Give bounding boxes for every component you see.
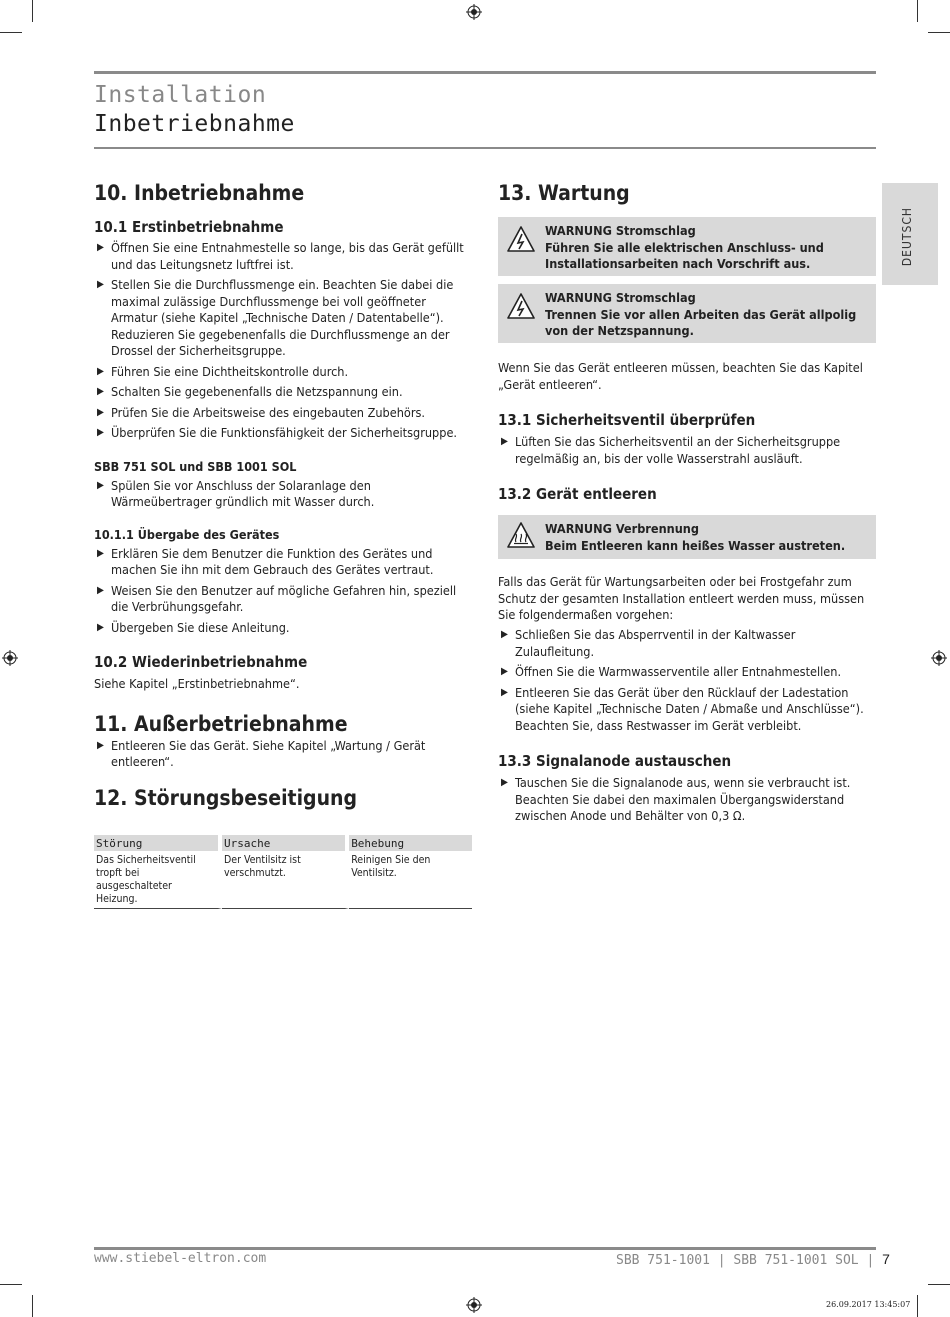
warning-box xyxy=(498,284,876,343)
paragraph-13-intro: Wenn Sie das Gerät entleeren müssen, beachten Sie das Kapitel „Gerät entleeren“. xyxy=(498,360,863,392)
warning-box xyxy=(498,515,876,559)
header-title: Inbetriebnahme xyxy=(94,111,295,137)
list-item: ▶ Prüfen Sie die Arbeitsweise des eingebauten Zubehörs. xyxy=(97,404,425,420)
bullet-arrow-icon: ▶ xyxy=(97,739,104,751)
troubleshooting-table xyxy=(94,835,472,909)
print-timestamp: 26.09.2017 13:45:07 xyxy=(826,1300,911,1309)
section-title-12: 12. Störungsbeseitigung xyxy=(94,785,358,810)
list-13-1 xyxy=(498,434,876,471)
section-title-13: 13. Wartung xyxy=(498,181,630,205)
bullet-arrow-icon: ▶ xyxy=(97,479,104,491)
bullet-arrow-icon: ▶ xyxy=(97,547,104,559)
list-10-1-1 xyxy=(94,546,474,637)
bullet-arrow-icon: ▶ xyxy=(501,686,508,698)
crop-mark xyxy=(32,1295,33,1317)
section-title-10: 10. Inbetriebnahme xyxy=(94,181,305,205)
list-item: ▶ Öffnen Sie die Warmwasserventile aller Entnahmestellen. xyxy=(501,664,842,679)
footer-models: SBB 751-1001 | SBB 751-1001 SOL | 7 xyxy=(616,1251,890,1268)
crop-mark xyxy=(917,0,918,22)
crop-mark xyxy=(928,32,950,33)
subheading-sbb: SBB 751 SOL und SBB 1001 SOL xyxy=(94,458,297,474)
list-item: ▶ Entleeren Sie das Gerät über den Rücklauf der Ladestation (siehe Kapitel „Technische Daten / Abmaße und Anschlüsse“). Beachten Sie, dass Restwasser im Gerät verbleibt. xyxy=(501,684,864,733)
bullet-arrow-icon: ▶ xyxy=(501,629,508,640)
section-title-10-1: 10.1 Erstinbetriebnahme xyxy=(94,218,284,236)
list-item: ▶ Schalten Sie gegebenenfalls die Netzspannung ein. xyxy=(97,384,403,399)
list-item: ▶ Schließen Sie das Absperrventil in der Kaltwasser Zulaufleitung. xyxy=(501,627,796,659)
list-10-1 xyxy=(94,240,474,442)
bullet-arrow-icon: ▶ xyxy=(97,365,104,377)
warning-title: WARNUNG Stromschlag xyxy=(545,290,696,305)
warning-title: WARNUNG Stromschlag xyxy=(545,223,696,238)
crop-mark xyxy=(928,1284,950,1285)
page-number: 7 xyxy=(882,1251,890,1267)
list-item: ▶ Öffnen Sie eine Entnahmestelle so lange, bis das Gerät gefüllt und das Leitungsnetz luftfrei ist. xyxy=(97,240,464,272)
language-tab xyxy=(882,183,938,285)
bullet-arrow-icon: ▶ xyxy=(97,242,104,253)
registration-mark-icon xyxy=(931,650,947,666)
table-cell: Das Sicherheitsventil tropft bei ausgeschalteter Heizung. xyxy=(94,851,222,909)
list-item: ▶ Lüften Sie das Sicherheitsventil an der Sicherheitsgruppe regelmäßig an, bis der volle Wasserstrahl ausläuft. xyxy=(501,434,841,466)
bullet-arrow-icon: ▶ xyxy=(97,386,104,397)
table-header-cell: Ursache xyxy=(222,835,349,851)
table-cell: Der Ventilsitz ist verschmutzt. xyxy=(222,851,349,909)
section-title-13-3: 13.3 Signalanode austauschen xyxy=(498,752,732,770)
section-title-13-2: 13.2 Gerät entleeren xyxy=(498,485,657,503)
table-row xyxy=(94,851,472,909)
list-item: ▶ Weisen Sie den Benutzer auf mögliche Gefahren hin, speziell die Verbrühungsgefahr. xyxy=(97,582,457,614)
crop-mark xyxy=(917,1295,918,1317)
section-title-11: 11. Außerbetriebnahme xyxy=(94,711,348,736)
table-header-cell: Störung xyxy=(94,835,222,851)
section-title-10-1-1: 10.1.1 Übergabe des Gerätes xyxy=(94,526,280,542)
list-item: ▶ Übergeben Sie diese Anleitung. xyxy=(97,619,290,635)
header-section: Installation xyxy=(94,82,267,108)
bullet-arrow-icon: ▶ xyxy=(97,406,104,418)
left-column xyxy=(94,181,474,810)
bullet-arrow-icon: ▶ xyxy=(501,436,508,447)
list-item: ▶ Führen Sie eine Dichtheitskontrolle durch. xyxy=(97,363,349,379)
warning-title: WARNUNG Verbrennung xyxy=(545,521,699,536)
bullet-arrow-icon: ▶ xyxy=(97,621,104,633)
language-tab-label: DEUTSCH xyxy=(900,207,914,267)
bullet-arrow-icon: ▶ xyxy=(501,666,508,677)
list-item: ▶ Erklären Sie dem Benutzer die Funktion des Gerätes und machen Sie ihn mit dem Gebrauch des Gerätes vertraut. xyxy=(97,545,434,577)
header-rule-bottom xyxy=(94,147,876,149)
list-item: ▶ Tauschen Sie die Signalanode aus, wenn sie verbraucht ist. Beachten Sie dabei den maximalen Übergangswiderstand zwischen Anode und Behälter von 0,3 Ω. xyxy=(501,775,851,823)
hot-surface-warning-icon xyxy=(506,521,536,549)
bullet-arrow-icon: ▶ xyxy=(501,777,508,788)
crop-mark xyxy=(0,32,22,33)
bullet-arrow-icon: ▶ xyxy=(97,279,104,290)
bullet-arrow-icon: ▶ xyxy=(97,427,104,438)
list-13-2 xyxy=(498,627,878,738)
warning-text: Trennen Sie vor allen Arbeiten das Gerät allpolig von der Netzspannung. xyxy=(545,306,857,338)
crop-mark xyxy=(0,1284,22,1285)
list-sbb xyxy=(94,478,474,511)
list-13-3 xyxy=(498,775,878,829)
warning-text: Beim Entleeren kann heißes Wasser austreten. xyxy=(545,537,846,553)
bullet-arrow-icon: ▶ xyxy=(97,584,104,596)
warning-text: Führen Sie alle elektrischen Anschluss- und Installationsarbeiten nach Vorschrift aus. xyxy=(545,239,824,271)
registration-mark-icon xyxy=(466,4,482,20)
registration-mark-icon xyxy=(2,650,18,666)
paragraph-13-2: Falls das Gerät für Wartungsarbeiten oder bei Frostgefahr zum Schutz der gesamten Installation entleert werden muss, müssen Sie folgendermaßen vorgehen: xyxy=(498,574,865,622)
section-title-13-1: 13.1 Sicherheitsventil überprüfen xyxy=(498,411,756,429)
crop-mark xyxy=(32,0,33,22)
section-title-10-2: 10.2 Wiederinbetriebnahme xyxy=(94,653,308,671)
list-item: ▶ Überprüfen Sie die Funktionsfähigkeit der Sicherheitsgruppe. xyxy=(97,425,458,440)
table-header-cell: Behebung xyxy=(349,835,472,851)
footer-rule xyxy=(94,1247,876,1250)
electric-shock-warning-icon xyxy=(506,225,536,253)
header-rule-top xyxy=(94,71,876,74)
table-header-row xyxy=(94,835,472,851)
warning-box xyxy=(498,217,876,276)
registration-mark-icon xyxy=(466,1297,482,1313)
paragraph-10-2: Siehe Kapitel „Erstinbetriebnahme“. xyxy=(94,676,300,691)
list-item: ▶ Entleeren Sie das Gerät. Siehe Kapitel „Wartung / Gerät entleeren“. xyxy=(97,737,426,769)
table-cell: Reinigen Sie den Ventilsitz. xyxy=(349,851,472,909)
list-11 xyxy=(94,738,474,771)
list-item: ▶ Stellen Sie die Durchflussmenge ein. Beachten Sie dabei die maximal zulässige Durchflussmenge bei voll geöffneter Armatur (siehe Kapitel „Technische Daten / Datentabelle“). Reduzieren Sie gegebenenfalls die Durchflussmenge an der Drossel der Sicherheitsgruppe. xyxy=(97,277,454,358)
footer-website[interactable]: www.stiebel-eltron.com xyxy=(94,1251,267,1266)
list-item: ▶ Spülen Sie vor Anschluss der Solaranlage den Wärmeübertrager gründlich mit Wasser durch. xyxy=(97,477,375,509)
electric-shock-warning-icon xyxy=(506,292,536,320)
